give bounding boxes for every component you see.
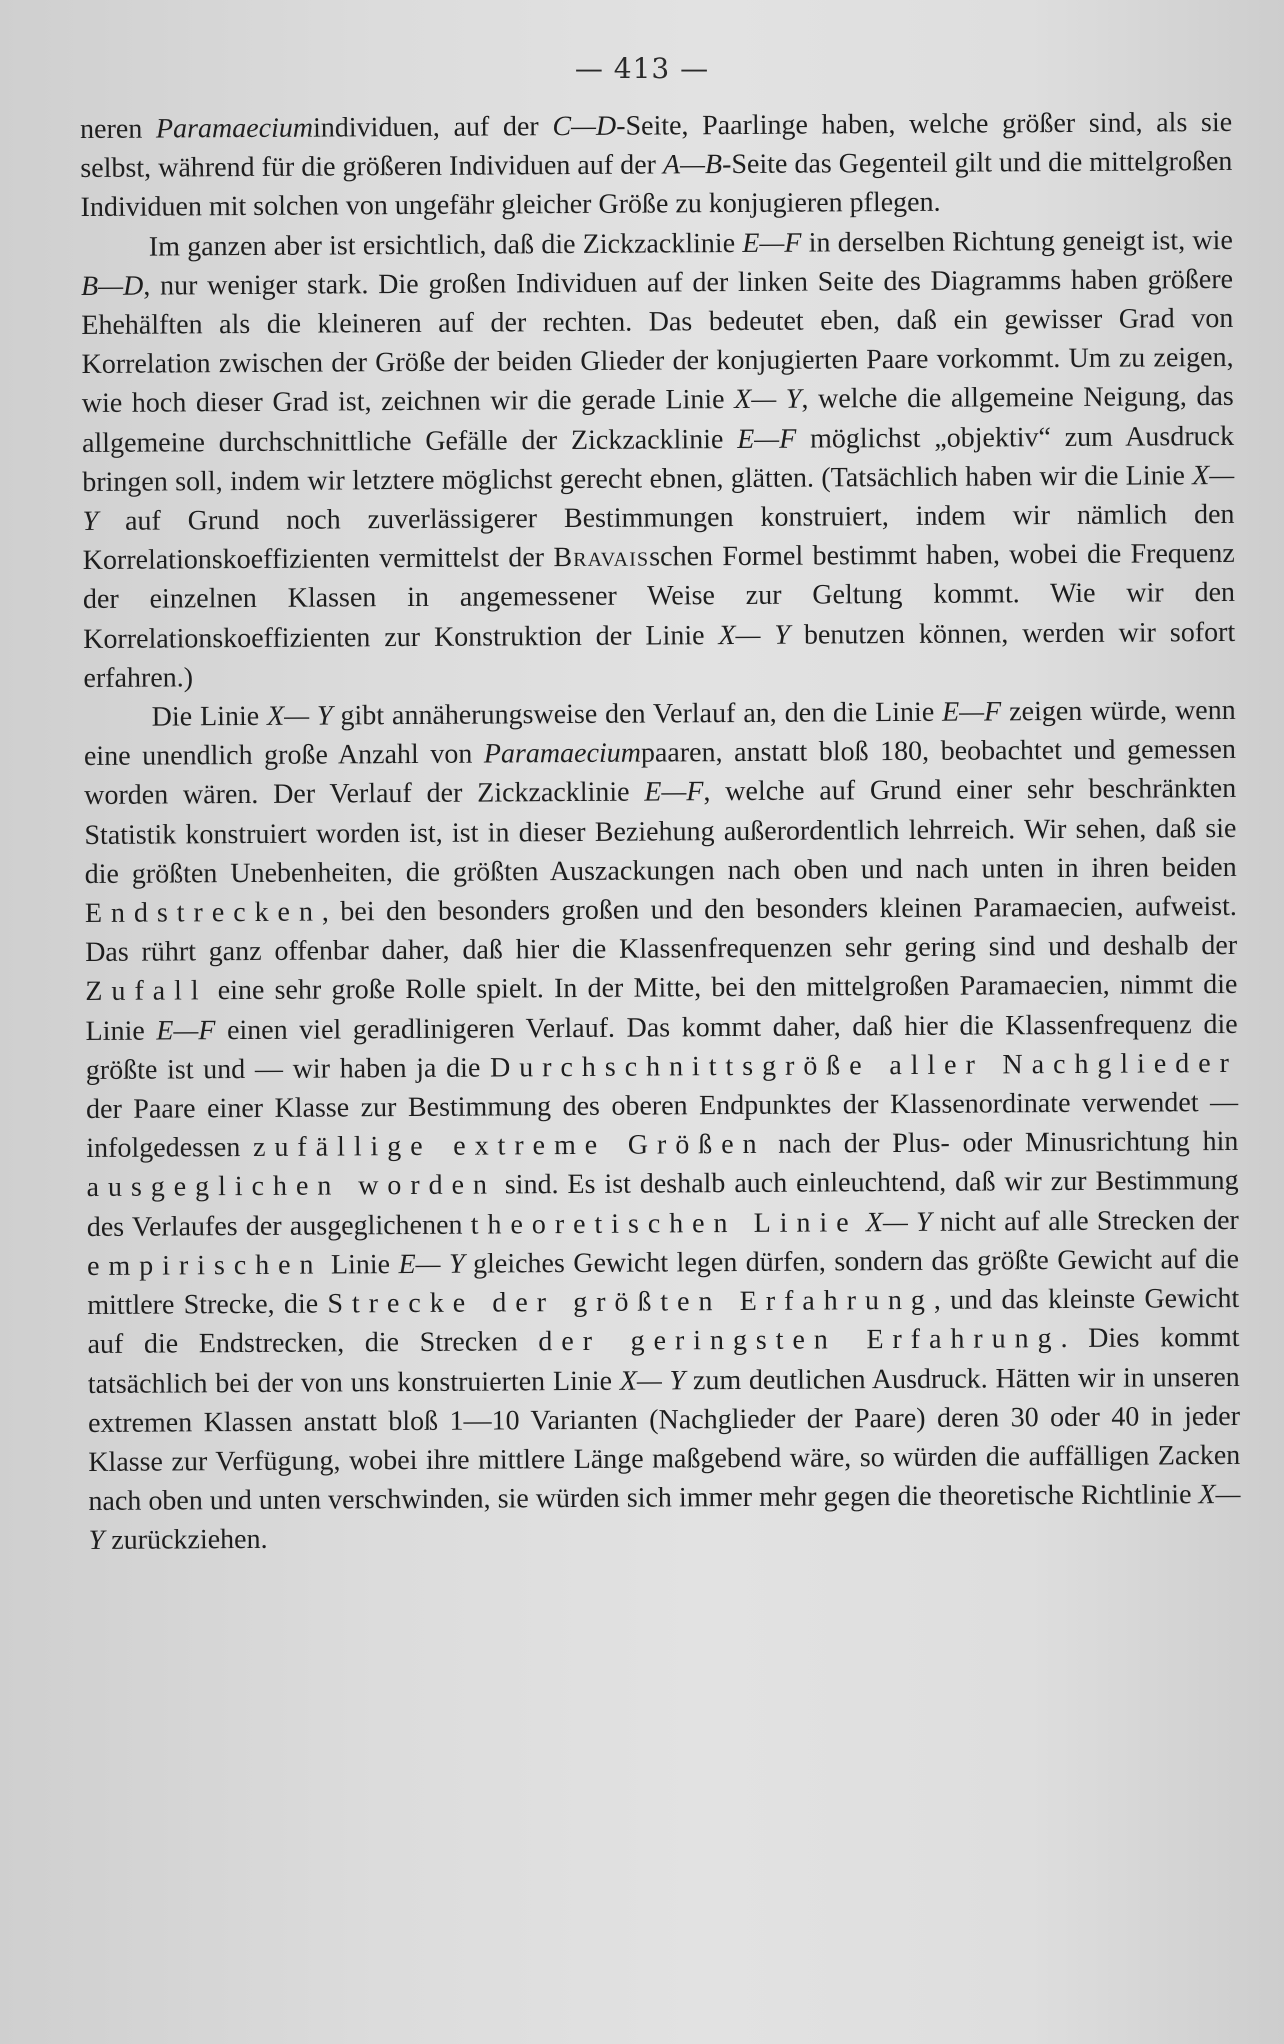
text-run: nicht auf alle Strecken der — [931, 1204, 1239, 1238]
spaced-emphasis: empirischen — [86, 1249, 323, 1282]
text-run: paaren, anstatt bloß 180, beobachtet und gemessen worden wären. Der Verlauf der Zickzacklinie — [84, 734, 1237, 812]
spaced-emphasis: Strecke der größten Erfahrung — [327, 1284, 934, 1320]
text-run: zurückziehen. — [104, 1524, 268, 1557]
text-run: , und das kleinste Gewicht auf die Endstrecken, die Strecken — [87, 1283, 1240, 1361]
text-run: benutzen können, werden wir sofort erfahren.) — [83, 616, 1236, 694]
text-run: , bei den besonders großen und den besonders kleinen Paramaecien, aufweist. Das rührt ganz offenbar daher, daß hier die Klassenfrequenzen sehr gering sind und deshalb der — [85, 891, 1238, 969]
text-run: eine sehr große Rolle spielt. In der Mitte, bei den mittelgroßen Paramaecien, nimmt die Linie — [85, 969, 1238, 1047]
italic-run: E— Y — [398, 1248, 465, 1280]
text-run: in derselben Richtung geneigt ist, wie — [801, 224, 1233, 259]
text-run: , welche auf Grund einer sehr beschränkten Statistik konstruiert worden ist, ist in dieser Beziehung außerordentlich lehrreich. Wir sehen, daß sie die größten Unebenheiten, die größten Auszackungen nach oben und nach unten in ihren beiden — [84, 773, 1237, 890]
text-run: möglichst „objektiv“ zum Ausdruck bringen soll, indem wir letztere möglichst gerecht ebnen, glätten. (Tatsächlich haben wir die Linie — [82, 420, 1235, 498]
italic-run: A—B — [662, 149, 723, 181]
spaced-emphasis: der geringsten Erfahrung — [538, 1323, 1061, 1358]
italic-run: Paramaecium — [155, 112, 314, 145]
text-run: zeigen würde, wenn eine unendlich große Anzahl von — [83, 694, 1236, 773]
paragraph — [80, 103, 1233, 228]
spaced-emphasis: Durchschnittsgröße aller Nachglieder — [489, 1047, 1238, 1084]
text-run: Im ganzen aber ist ersichtlich, daß die Zickzacklinie — [148, 227, 743, 263]
italic-run: C—D — [552, 110, 617, 143]
text-run — [857, 1207, 865, 1238]
italic-run: X— Y — [865, 1206, 932, 1238]
spaced-emphasis: ausgeglichen worden — [86, 1169, 497, 1204]
small-caps-name: Bravais — [553, 541, 650, 574]
paragraph — [81, 221, 1236, 698]
text-run: , nur weniger stark. Die großen Individuen auf der linken Seite des Diagramms haben größere Ehehälften als die kleineren auf der rechten. Das bedeutet eben, daß ein gewisser Grad von Korrelation zwischen der Größe der beiden Glieder der konjugierten Paare vorkommt. Um zu zeigen, wie hoch dieser Grad ist, zeichnen wir die gerade Linie — [81, 263, 1234, 420]
italic-run: E—F — [942, 696, 1002, 728]
italic-run: B—D — [80, 270, 144, 302]
text-run: einen viel geradlinigeren Verlauf. Das kommt daher, daß hier die Klassenfrequenz die größte ist und — wir haben ja die — [85, 1008, 1238, 1086]
italic-run: X— Y — [718, 619, 791, 651]
spaced-emphasis: theoretischen Linie — [470, 1206, 858, 1241]
spaced-emphasis: Zufall — [85, 975, 208, 1008]
text-run: schen Formel bestimmt haben, wobei die Frequenz der einzelnen Klassen in angemessener Weise zur Geltung kommt. Wie wir den Korrelationskoeffizienten zur Konstruktion der Linie — [82, 538, 1236, 655]
italic-run: X— Y — [266, 700, 333, 732]
text-run: gibt annäherungsweise den Verlauf an, den die Linie — [332, 696, 943, 732]
text-run: Die Linie — [151, 700, 268, 733]
text-run: zum deutlichen Ausdruck. Hätten wir in unseren extremen Klassen anstatt bloß 1—10 Varianten (Nachglieder der Paare) deren 30 oder 40 in jeder Klasse zur Verfügung, wobei ihre mittlere Länge maßgebend wäre, so würden die auffälligen Zacken nach oben und unten verschwinden, sie würden sich immer mehr gegen die theoretische Richtlinie — [87, 1361, 1241, 1518]
text-run: auf Grund noch zuverlässigerer Bestimmungen konstruiert, indem wir nämlich den Korrelationskoeffizienten vermittelst der — [82, 498, 1235, 577]
text-run: Linie — [322, 1248, 399, 1281]
italic-run: E—F — [742, 227, 802, 259]
spaced-emphasis: Endstrecken — [84, 896, 322, 930]
text-run: . Dies kommt tatsächlich bei der von uns konstruierten Linie — [87, 1322, 1240, 1400]
text-run: der Paare einer Klasse zur Bestimmung des oberen Endpunktes der Klassenordinate verwendet — infolgedessen — [86, 1087, 1239, 1165]
italic-run: X— Y — [619, 1364, 686, 1397]
italic-run: Paramaecium — [483, 737, 642, 770]
italic-run: X— Y — [734, 384, 802, 416]
italic-run: X— Y — [88, 1479, 1241, 1557]
text-run: gleiches Gewicht legen dürfen, sondern das größte Gewicht auf die mittlere Strecke, die — [87, 1243, 1240, 1322]
text-run: individuen, auf der — [312, 111, 553, 144]
page-number: — 413 — — [574, 52, 710, 85]
text-run: sind. Es ist deshalb auch einleuchtend, daß wir zur Bestimmung des Verlaufes der ausgeglichenen — [86, 1165, 1239, 1243]
body-text — [80, 103, 1241, 1561]
spaced-emphasis: zufällige extreme Größen — [252, 1129, 766, 1164]
text-run: nach der Plus- oder Minusrichtung hin — [765, 1126, 1239, 1161]
italic-run: E—F — [737, 423, 797, 455]
italic-run: E—F — [644, 776, 704, 809]
text-run: neren — [80, 113, 157, 145]
italic-run: X— Y — [82, 459, 1235, 538]
italic-run: E—F — [156, 1014, 216, 1047]
text-run: , welche die allgemeine Neigung, das allgemeine durchschnittliche Gefälle der Zickzacklinie — [81, 381, 1234, 459]
text-run: -Seite, Paarlinge haben, welche größer sind, als sie selbst, während für die größeren Individuen auf der — [80, 106, 1233, 185]
paragraph — [84, 691, 1241, 1560]
text-run: -Seite das Gegenteil gilt und die mittelgroßen Individuen mit solchen von ungefähr gleicher Größe zu konjugieren pflegen. — [80, 146, 1233, 224]
